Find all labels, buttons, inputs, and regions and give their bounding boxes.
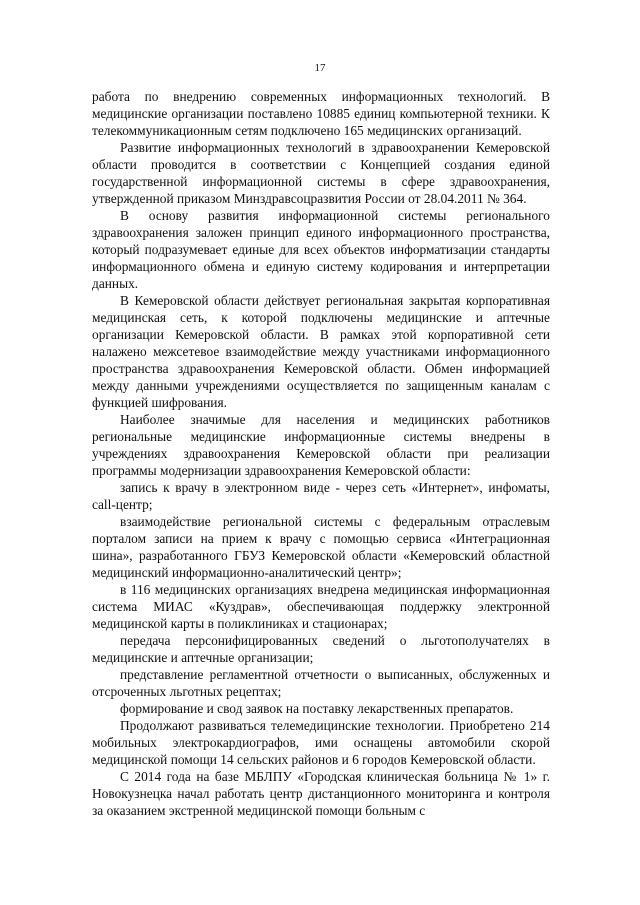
paragraph-monitoring-center: С 2014 года на базе МБЛПУ «Городская клиническая больница № 1» г. Новокузнецка начал работать центр дистанционного мониторинга и контроля за оказанием экстренной медицинской помощи больным с	[92, 769, 550, 818]
list-item-reporting: представление регламентной отчетности о выписанных, обслуженных и отсроченных льготных рецептах;	[92, 667, 550, 699]
paragraph-2: Развитие информационных технологий в здравоохранении Кемеровской области проводится в соответствии с Концепцией создания единой государственной информационной системы в сфере здравоохранения, утвержденной приказом Минздравсоцразвития России от 28.04.2011 № 364.	[92, 140, 550, 206]
list-item-mias: в 116 медицинских организациях внедрена медицинская информационная система МИАС «Куздрав», обеспечивающая поддержку электронной медицинской карты в поликлиниках и стационарах;	[92, 582, 550, 631]
paragraph-1: работа по внедрению современных информационных технологий. В медицинские организации поставлено 10885 единиц компьютерной техники. К телекоммуникационным сетям подключено 165 медицинских организаций.	[92, 89, 550, 138]
paragraph-5: Наиболее значимые для населения и медицинских работников региональные медицинские информационные системы внедрены в учреждениях здравоохранения Кемеровской области при реализации программы модернизации здравоохранения Кемеровской области:	[92, 412, 550, 478]
paragraph-telemedicine: Продолжают развиваться телемедицинские технологии. Приобретено 214 мобильных электрокардиографов, ими оснащены автомобили скорой медицинской помощи 14 сельских районов и 6 городов Кемеровской области.	[92, 718, 550, 767]
list-item-beneficiaries: передача персонифицированных сведений о льготополучателях в медицинские и аптечные организации;	[92, 633, 550, 665]
paragraph-3: В основу развития информационной системы регионального здравоохранения заложен принцип единого информационного пространства, который подразумевает единые для всех объектов информатизации стандарты информационного обмена и единую систему кодирования и интерпретации данных.	[92, 208, 550, 291]
paragraph-4: В Кемеровской области действует региональная закрытая корпоративная медицинская сеть, к которой подключены медицинские и аптечные организации Кемеровской области. В рамках этой корпоративной сети налажено межсетевое взаимодействие между участниками информационного пространства здравоохранения Кемеровской области. Обмен информацией между данными учреждениями осуществляется по защищенным каналам с функцией шифрования.	[92, 293, 550, 410]
page-number: 17	[314, 62, 326, 74]
list-item-online-booking: запись к врачу в электронном виде - через сеть «Интернет», инфоматы, call-центр;	[92, 480, 550, 512]
list-item-integration-bus: взаимодействие региональной системы с федеральным отраслевым порталом записи на прием к врачу с помощью сервиса «Интеграционная шина», разработанного ГБУЗ Кемеровской области «Кемеровский областной медицинский информационно-аналитический центр»;	[92, 514, 550, 580]
list-item-drug-orders: формирование и свод заявок на поставку лекарственных препаратов.	[120, 701, 514, 716]
body-text	[92, 88, 550, 819]
